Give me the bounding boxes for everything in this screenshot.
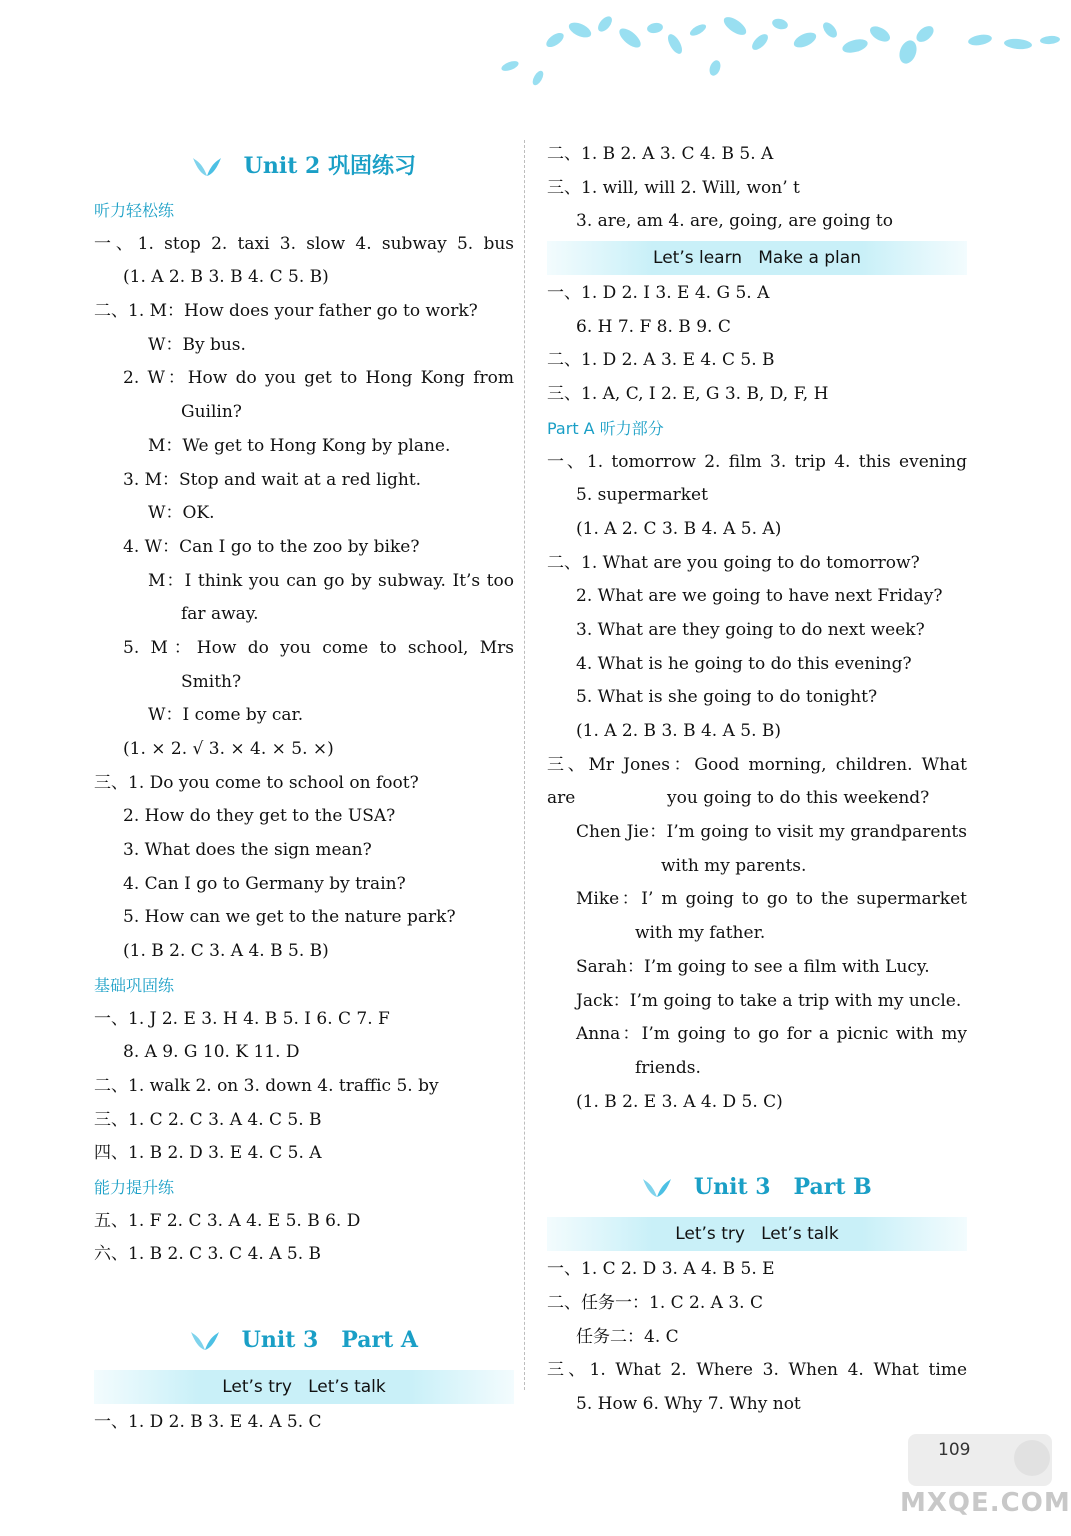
answer-line: Chen Jie：I’m going to visit my grandparents — [576, 822, 967, 843]
answer-line: 六、1. B 2. C 3. C 4. A 5. B — [94, 1244, 322, 1265]
section-heading: Part A 听力部分 — [547, 418, 664, 438]
left-column — [94, 138, 514, 1440]
answer-line: (1. A 2. C 3. B 4. A 5. A) — [576, 518, 782, 539]
answer-line: W：OK. — [148, 503, 215, 524]
answer-line: 二、1. M：How does your father go to work? — [94, 301, 478, 322]
answer-line: W：By bus. — [148, 334, 246, 355]
answer-line: (1. B 2. C 3. A 4. B 5. B) — [123, 941, 329, 962]
answer-line: 三、1. Do you come to school on foot? — [94, 772, 419, 793]
answer-line: M：We get to Hong Kong by plane. — [148, 435, 451, 456]
answer-line: 二、1. D 2. A 3. E 4. C 5. B — [547, 350, 775, 371]
answer-line: 二、1. B 2. A 3. C 4. B 5. A — [547, 144, 774, 164]
answer-line: 2. How do they get to the USA? — [123, 806, 396, 827]
leaf-icon — [642, 1177, 672, 1199]
answer-line: 3. What are they going to do next week? — [576, 619, 925, 640]
answer-line: 一、1. D 2. B 3. E 4. A 5. C — [94, 1412, 322, 1432]
answer-line: (1. A 2. B 3. B 4. C 5. B) — [123, 267, 329, 288]
answer-line: M：I think you can go by subway. It’s too — [148, 570, 514, 591]
answer-line: 五、1. F 2. C 3. A 4. E 5. B 6. D — [94, 1210, 361, 1231]
answer-line: 5. How can we get to the nature park? — [123, 907, 456, 928]
right-column — [547, 138, 967, 1422]
section-heading: 听力轻松练 — [94, 201, 175, 220]
page-number: 109 — [938, 1440, 971, 1460]
answer-line: 任务二：4. C — [576, 1326, 679, 1347]
answer-line: 一、1. J 2. E 3. H 4. B 5. I 6. C 7. F — [94, 1008, 390, 1029]
answer-line: (1. B 2. E 3. A 4. D 5. C) — [576, 1091, 783, 1112]
answer-line: friends. — [635, 1057, 701, 1078]
answer-line: 5. M：How do you come to school, Mrs — [123, 637, 514, 658]
answer-line: Sarah：I’m going to see a film with Lucy. — [576, 956, 930, 977]
answer-line: with my parents. — [661, 855, 807, 876]
unit-3-part-a-title — [94, 1312, 514, 1368]
answer-line: 4. W：Can I go to the zoo by bike? — [123, 536, 420, 557]
leaf-icon — [190, 1330, 220, 1352]
answer-line: (1. × 2. √ 3. × 4. × 5. ×) — [123, 739, 334, 759]
answer-line: far away. — [181, 604, 259, 625]
answer-line: 4. Can I go to Germany by train? — [123, 873, 406, 894]
column-divider — [524, 140, 525, 1390]
answer-line: 三、1. will, will 2. Will, won’ t — [547, 177, 800, 198]
answer-line: 四、1. B 2. D 3. E 4. C 5. A — [94, 1143, 322, 1164]
answer-line: 三、1. A, C, I 2. E, G 3. B, D, F, H — [547, 384, 829, 405]
unit-2-title — [94, 138, 514, 194]
answer-line: Smith? — [181, 671, 242, 692]
unit-3-part-a-title-text: Unit 3 Part A — [241, 1327, 418, 1353]
section-heading: 基础巩固练 — [94, 975, 175, 995]
answer-line: 二、任务一：1. C 2. A 3. C — [547, 1292, 763, 1313]
answer-line: 3. M：Stop and wait at a red light. — [123, 469, 422, 490]
sub-section-banner: Let’s learn Make a plan — [547, 241, 967, 275]
unit-3-part-b-title-text: Unit 3 Part B — [693, 1174, 872, 1201]
answer-line: 2. What are we going to have next Friday? — [576, 586, 943, 607]
answer-line: 3. are, am 4. are, going, are going to — [576, 211, 893, 232]
leaf-decoration — [470, 0, 1061, 100]
answer-line: 三、1. What 2. Where 3. When 4. What time — [547, 1360, 967, 1381]
answer-line: 二、1. What are you going to do tomorrow? — [547, 552, 920, 573]
answer-line: Mike：I’ m going to go to the supermarket — [576, 889, 967, 910]
answer-line: 一、1. C 2. D 3. A 4. B 5. E — [547, 1259, 775, 1280]
answer-line: 2. W：How do you get to Hong Kong from — [123, 368, 514, 389]
answer-line: 8. A 9. G 10. K 11. D — [123, 1042, 300, 1063]
answer-line: 6. H 7. F 8. B 9. C — [576, 316, 731, 337]
answer-line: Guilin? — [181, 402, 242, 423]
section-heading: 能力提升练 — [94, 1177, 175, 1197]
answer-line: 5. supermarket — [576, 485, 708, 506]
answer-line: 一、1. tomorrow 2. film 3. trip 4. this evening — [547, 451, 967, 472]
leaf-icon — [192, 156, 222, 178]
answer-line: 5. How 6. Why 7. Why not — [576, 1394, 801, 1414]
answer-line: 5. What is she going to do tonight? — [576, 687, 878, 708]
answer-line: 3. What does the sign mean? — [123, 840, 372, 861]
answer-line: Jack：I’m going to take a trip with my uncle. — [576, 990, 962, 1011]
answer-line: 一、1. D 2. I 3. E 4. G 5. A — [547, 283, 770, 304]
answer-line: 二、1. walk 2. on 3. down 4. traffic 5. by — [94, 1075, 439, 1096]
answer-line: you going to do this weekend? — [667, 788, 930, 809]
unit-3-part-b-title — [547, 1159, 967, 1215]
answer-line: (1. A 2. B 3. B 4. A 5. B) — [576, 721, 782, 741]
sub-section-banner: Let’s try Let’s talk — [547, 1217, 967, 1251]
answer-line: with my father. — [635, 923, 766, 944]
answer-line: 一、1. stop 2. taxi 3. slow 4. subway 5. bus — [94, 233, 514, 254]
sub-section-banner: Let’s try Let’s talk — [94, 1370, 514, 1404]
unit-2-title-text: Unit 2 巩固练习 — [243, 153, 416, 179]
answer-line: 4. What is he going to do this evening? — [576, 653, 912, 674]
answer-line: 三、Mr Jones：Good morning, children. What are — [547, 754, 967, 809]
watermark — [900, 1428, 1071, 1532]
answer-line: Anna：I’m going to go for a picnic with my — [576, 1024, 967, 1045]
watermark-text: MXQE.COM — [900, 1488, 1071, 1518]
answer-line: 三、1. C 2. C 3. A 4. C 5. B — [94, 1109, 322, 1130]
answer-line: W：I come by car. — [148, 705, 304, 726]
